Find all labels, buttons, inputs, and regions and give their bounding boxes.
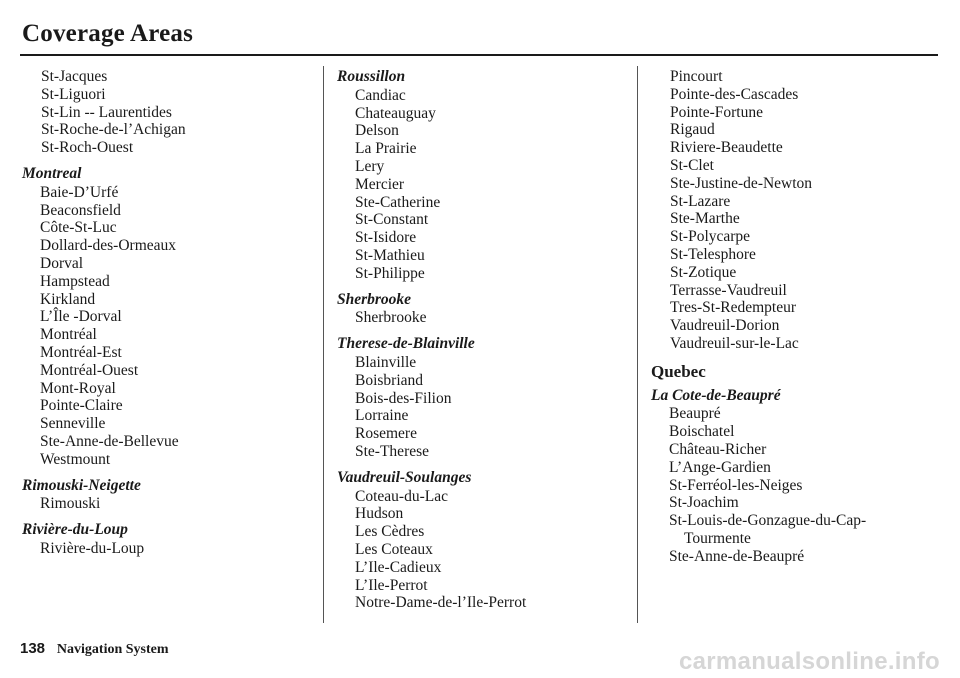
page-title: Coverage Areas xyxy=(22,20,194,47)
list-item: Dollard-des-Ormeaux xyxy=(40,237,177,255)
column-3 xyxy=(651,68,941,566)
list-item: St-Lin -- Laurentides xyxy=(41,103,172,121)
list-item: St-Isidore xyxy=(355,229,417,247)
list-item: Rigaud xyxy=(670,121,715,139)
region-heading-sherbrooke: Sherbrooke xyxy=(337,290,412,308)
page-footer xyxy=(20,640,169,658)
list-item: Rimouski xyxy=(40,495,101,513)
list-item: Montréal-Est xyxy=(40,343,122,361)
list-item: St-Telesphore xyxy=(670,245,756,263)
list-item: Beaconsfield xyxy=(40,201,121,219)
list-item: Lorraine xyxy=(355,407,409,425)
list-item: St-Roche-de-l’Achigan xyxy=(41,121,186,139)
list-item: Pointe-Fortune xyxy=(670,103,763,121)
list-item: Notre-Dame-de-l’Ile-Perrot xyxy=(355,594,527,612)
list-item: Vaudreuil-sur-le-Lac xyxy=(670,334,799,352)
list-item: St-Mathieu xyxy=(355,246,425,264)
list-item: Lery xyxy=(355,157,385,175)
column-1 xyxy=(22,68,312,558)
list-item: Ste-Therese xyxy=(355,442,430,460)
list-item: Candiac xyxy=(355,86,406,104)
page-number: 138 xyxy=(20,640,46,657)
list-item: St-Zotique xyxy=(670,263,737,281)
list-item: Westmount xyxy=(40,450,111,468)
list-item: L’Ile-Perrot xyxy=(355,576,428,594)
list-item: Ste-Anne-de-Bellevue xyxy=(40,432,179,450)
list-item: Delson xyxy=(355,122,399,140)
region-heading-montreal: Montreal xyxy=(22,164,82,182)
list-item: Tres-St-Redempteur xyxy=(670,299,796,317)
watermark: carmanualsonline.info xyxy=(678,648,940,675)
region-heading-roussillon: Roussillon xyxy=(337,68,406,85)
footer-section-name: Navigation System xyxy=(56,642,169,657)
list-item: Kirkland xyxy=(40,290,96,308)
list-item: Baie-D’Urfé xyxy=(40,183,119,201)
list-item: Vaudreuil-Dorion xyxy=(670,317,780,335)
list-item: Château-Richer xyxy=(669,440,767,458)
list-item: Chateauguay xyxy=(355,104,436,122)
list-item: Mont-Royal xyxy=(40,379,116,397)
column-divider xyxy=(637,66,638,623)
list-item: St-Louis-de-Gonzague-du-Cap- xyxy=(669,512,867,530)
list-item: L’Île -Dorval xyxy=(40,308,122,326)
region-heading-riviere-du-loup: Rivière-du-Loup xyxy=(22,521,128,539)
list-item: Hudson xyxy=(355,505,404,523)
list-item: Mercier xyxy=(355,175,405,193)
list-item: Ste-Anne-de-Beaupré xyxy=(669,547,805,565)
list-item: Ste-Catherine xyxy=(355,193,441,211)
region-heading-la-cote-de-beaupre: La Cote-de-Beaupré xyxy=(651,386,781,404)
list-item: Ste-Marthe xyxy=(670,210,740,228)
list-item: Riviere-Beaudette xyxy=(670,139,783,157)
column-divider xyxy=(323,66,324,623)
list-item: L’Ange-Gardien xyxy=(669,458,771,476)
list-item: Blainville xyxy=(355,353,417,371)
list-item: Ste-Justine-de-Newton xyxy=(670,174,813,192)
list-item: Coteau-du-Lac xyxy=(355,487,448,505)
list-item: Boischatel xyxy=(669,423,735,441)
list-item: Terrasse-Vaudreuil xyxy=(670,281,787,299)
title-divider xyxy=(20,54,938,56)
region-heading-rimouski-neigette: Rimouski-Neigette xyxy=(22,476,141,494)
list-item: St-Ferréol-les-Neiges xyxy=(669,476,803,494)
list-item: Dorval xyxy=(40,254,84,272)
list-item: Rosemere xyxy=(355,425,417,443)
list-item: St-Roch-Ouest xyxy=(41,139,134,157)
region-heading-vaudreuil-soulanges: Vaudreuil-Soulanges xyxy=(337,468,472,486)
list-item: Montréal xyxy=(40,326,97,344)
list-item: La Prairie xyxy=(355,140,417,158)
column-2 xyxy=(337,68,627,612)
list-item: Pointe-Claire xyxy=(40,397,123,415)
list-item: St-Liguori xyxy=(41,85,106,103)
list-item: Beaupré xyxy=(669,405,721,423)
list-item: St-Polycarpe xyxy=(670,228,751,246)
list-item: Rivière-du-Loup xyxy=(40,539,145,557)
region-heading-therese-de-blainville: Therese-de-Blainville xyxy=(337,335,475,353)
list-item: St-Joachim xyxy=(669,494,739,512)
list-item: St-Jacques xyxy=(41,68,108,85)
list-item: St-Philippe xyxy=(355,264,425,282)
list-item: Pointe-des-Cascades xyxy=(670,85,799,103)
list-item: Boisbriand xyxy=(355,371,424,389)
list-item: L’Ile-Cadieux xyxy=(355,558,442,576)
list-item-continuation: Tourmente xyxy=(684,529,751,547)
list-item: Côte-St-Luc xyxy=(40,219,117,237)
province-heading-quebec: Quebec xyxy=(651,361,706,381)
list-item: Hampstead xyxy=(40,272,110,290)
list-item: Sherbrooke xyxy=(355,309,427,327)
list-item: Montréal-Ouest xyxy=(40,361,139,379)
list-item: St-Clet xyxy=(670,156,714,174)
list-item: Les Cèdres xyxy=(355,523,425,541)
list-item: St-Lazare xyxy=(670,192,731,210)
list-item: Senneville xyxy=(40,415,106,433)
list-item: Pincourt xyxy=(670,68,723,85)
list-item: Les Coteaux xyxy=(355,540,433,558)
list-item: St-Constant xyxy=(355,211,429,229)
list-item: Bois-des-Filion xyxy=(355,389,452,407)
